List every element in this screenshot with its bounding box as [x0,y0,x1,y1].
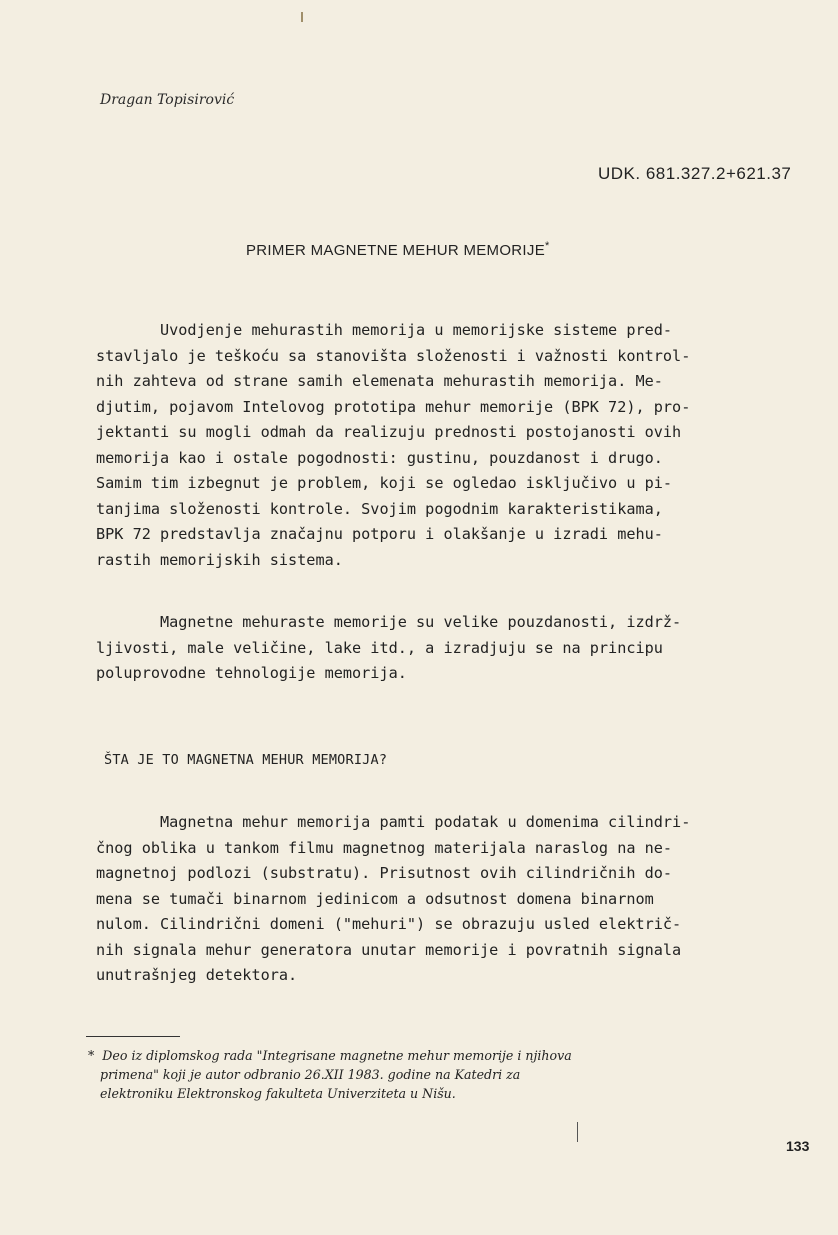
article-title-text: PRIMER MAGNETNE MEHUR MEMORIJE [246,242,546,259]
article-title [246,240,550,259]
pencil-mark [577,1122,578,1142]
scan-mark [301,12,303,22]
paragraph-intro: Uvodjenje mehurastih memorija u memorijske sisteme pred- stavljalo je teškoću sa stanovišta složenosti i važnosti kontrol- nih zahteva od strane samih elemenata mehurastih memorija. Me- djutim, pojavom Intelovog prototipa mehur memorije (BPK 72), pro- jektanti su mogli odmah da realizuju prednosti postojanosti ovih memorija kao i ostale pogodnosti: gustinu, pouzdanost i drugo. Samim tim izbegnut je problem, koji se ogledao isključivo u pi- tanjima složenosti kontrole. Svojim pogodnim karakteristikama, BPK 72 predstavlja značajnu potporu i olakšanje u izradi mehu- rastih memorijskih sistema. [96,321,691,569]
title-footnote-marker: * [545,240,550,252]
author-name: Dragan Topisirović [100,92,235,108]
footnote-separator [86,1036,180,1037]
udk-classification: UDK. 681.327.2+621.37 [598,164,792,183]
paragraph-definition: Magnetna mehur memorija pamti podatak u domenima cilindri- čnog oblika u tankom filmu magnetnog materijala naraslog na ne- magnetnoj podlozi (substratu). Prisutnost ovih cilindričnih do- mena se tumači binarnom jedinicom a odsutnost domena binarnom nulom. Cilindrični domeni ("mehuri") se obrazuju usled električ- nih signala mehur generatora unutar memorije i povratnih signala unutrašnjeg detektora. [96,813,691,984]
section-heading: ŠTA JE TO MAGNETNA MEHUR MEMORIJA? [104,752,388,768]
footnote: * Deo iz diplomskog rada "Integrisane magnetne mehur memorije i njihova primena" koji je autor odbranio 26.XII 1983. godine na Katedri za elektroniku Elektronskog fakulteta Univerziteta u Nišu. [88,1048,572,1101]
paragraph-properties: Magnetne mehuraste memorije su velike pouzdanosti, izdrž- ljivosti, male veličine, lake itd., a izradjuju se na principu poluprovodne tehnologije memorija. [96,613,682,682]
page-number: 133 [786,1138,810,1154]
